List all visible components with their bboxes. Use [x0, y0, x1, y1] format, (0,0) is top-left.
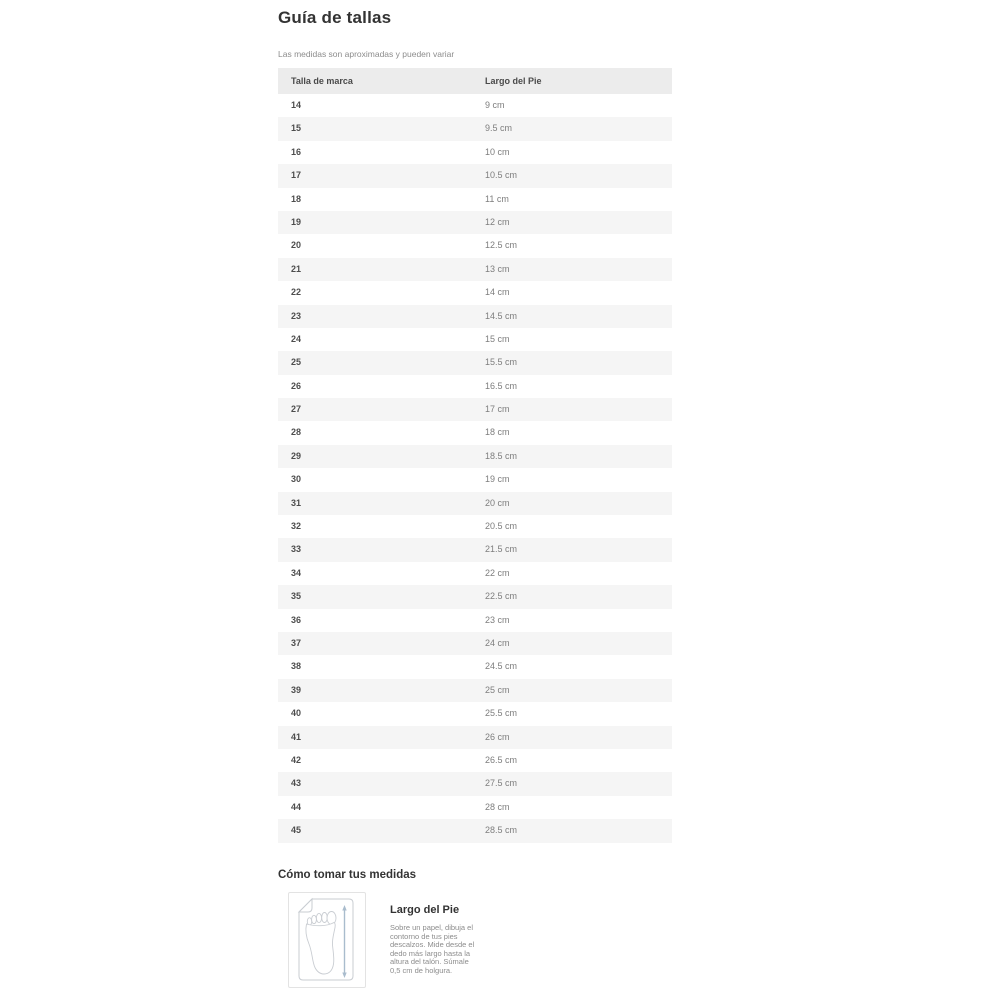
brand-size-cell: 34 [291, 567, 302, 578]
brand-size-cell: 31 [291, 497, 302, 508]
brand-size-cell: 17 [291, 170, 302, 181]
foot-length-cell: 25 cm [485, 684, 510, 695]
foot-measure-icon [289, 974, 365, 991]
table-row [278, 258, 672, 281]
table-row [278, 515, 672, 538]
table-row [278, 772, 672, 795]
brand-size-cell: 25 [291, 357, 302, 368]
table-row [278, 281, 672, 304]
table-row [278, 655, 672, 678]
brand-size-cell: 40 [291, 708, 302, 719]
foot-length-cell: 24.5 cm [485, 661, 518, 672]
brand-size-cell: 43 [291, 778, 302, 789]
table-row [278, 141, 672, 164]
table-row [278, 679, 672, 702]
header-brand-size: Talla de marca [291, 76, 353, 86]
table-row [278, 305, 672, 328]
table-row [278, 796, 672, 819]
measure-item-text: Sobre un papel, dibuja el contorno de tus pies descalzos. Mide desde el dedo más largo hasta la altura del talón. Súmale 0,5 cm de holgura. [390, 923, 475, 975]
header-foot-length: Largo del Pie [485, 76, 542, 86]
brand-size-cell: 36 [291, 614, 302, 625]
table-row [278, 492, 672, 515]
table-row [278, 468, 672, 491]
table-row [278, 445, 672, 468]
brand-size-cell: 27 [291, 404, 302, 415]
brand-size-cell: 18 [291, 193, 302, 204]
foot-length-cell: 14 cm [485, 287, 510, 298]
size-table-body [278, 94, 672, 843]
measure-item-title: Largo del Pie [390, 904, 460, 916]
brand-size-cell: 42 [291, 754, 302, 765]
brand-size-cell: 16 [291, 146, 302, 157]
table-row [278, 398, 672, 421]
table-row [278, 632, 672, 655]
table-row [278, 726, 672, 749]
foot-length-cell: 26.5 cm [485, 754, 518, 765]
size-table [278, 68, 672, 843]
table-row [278, 117, 672, 140]
foot-length-cell: 26 cm [485, 731, 510, 742]
brand-size-cell: 22 [291, 287, 302, 298]
brand-size-cell: 14 [291, 100, 302, 110]
foot-length-cell: 17 cm [485, 404, 510, 415]
foot-length-cell: 13 cm [485, 263, 510, 274]
brand-size-cell: 28 [291, 427, 302, 438]
foot-length-cell: 12.5 cm [485, 240, 518, 251]
brand-size-cell: 20 [291, 240, 302, 251]
brand-size-cell: 44 [291, 801, 302, 812]
table-row [278, 538, 672, 561]
table-row [278, 702, 672, 725]
table-row [278, 421, 672, 444]
foot-measure-diagram [288, 892, 366, 988]
foot-length-cell: 22 cm [485, 567, 510, 578]
measure-instructions [390, 904, 482, 976]
brand-size-cell: 37 [291, 637, 302, 648]
table-row [278, 94, 672, 117]
brand-size-cell: 23 [291, 310, 302, 321]
foot-length-cell: 18.5 cm [485, 450, 518, 461]
foot-length-cell: 24 cm [485, 637, 510, 648]
foot-length-cell: 15.5 cm [485, 357, 518, 368]
foot-length-cell: 14.5 cm [485, 310, 518, 321]
table-row [278, 819, 672, 842]
foot-length-cell: 21.5 cm [485, 544, 518, 555]
foot-length-cell: 19 cm [485, 474, 510, 485]
table-row [278, 749, 672, 772]
foot-length-cell: 20.5 cm [485, 521, 518, 532]
disclaimer-text: Las medidas son aproximadas y pueden variar [278, 49, 455, 59]
foot-length-cell: 28 cm [485, 801, 510, 812]
foot-length-cell: 12 cm [485, 216, 510, 227]
table-row [278, 188, 672, 211]
brand-size-cell: 15 [291, 123, 302, 134]
foot-length-cell: 28.5 cm [485, 825, 518, 836]
foot-length-cell: 9 cm [485, 100, 505, 110]
table-row [278, 211, 672, 234]
table-row [278, 562, 672, 585]
foot-length-cell: 10.5 cm [485, 170, 518, 181]
brand-size-cell: 21 [291, 263, 302, 274]
brand-size-cell: 24 [291, 333, 302, 344]
foot-length-cell: 22.5 cm [485, 591, 518, 602]
table-row [278, 234, 672, 257]
foot-length-cell: 15 cm [485, 333, 510, 344]
table-row [278, 164, 672, 187]
page-title: Guía de tallas [278, 8, 392, 27]
brand-size-cell: 33 [291, 544, 302, 555]
brand-size-cell: 30 [291, 474, 302, 485]
foot-length-cell: 10 cm [485, 146, 510, 157]
table-row [278, 375, 672, 398]
size-table-header [278, 68, 672, 94]
foot-length-cell: 16.5 cm [485, 380, 518, 391]
foot-length-cell: 9.5 cm [485, 123, 513, 134]
table-row [278, 609, 672, 632]
brand-size-cell: 35 [291, 591, 302, 602]
foot-length-cell: 25.5 cm [485, 708, 518, 719]
table-row [278, 351, 672, 374]
brand-size-cell: 32 [291, 521, 302, 532]
brand-size-cell: 38 [291, 661, 302, 672]
foot-length-cell: 27.5 cm [485, 778, 518, 789]
brand-size-cell: 19 [291, 216, 302, 227]
foot-length-cell: 18 cm [485, 427, 510, 438]
table-row [278, 585, 672, 608]
foot-length-cell: 23 cm [485, 614, 510, 625]
brand-size-cell: 45 [291, 825, 302, 836]
brand-size-cell: 29 [291, 450, 302, 461]
table-row [278, 328, 672, 351]
foot-length-cell: 11 cm [485, 193, 509, 204]
brand-size-cell: 41 [291, 731, 302, 742]
brand-size-cell: 26 [291, 380, 302, 391]
measure-section-heading: Cómo tomar tus medidas [278, 869, 417, 881]
foot-length-cell: 20 cm [485, 497, 510, 508]
brand-size-cell: 39 [291, 684, 302, 695]
